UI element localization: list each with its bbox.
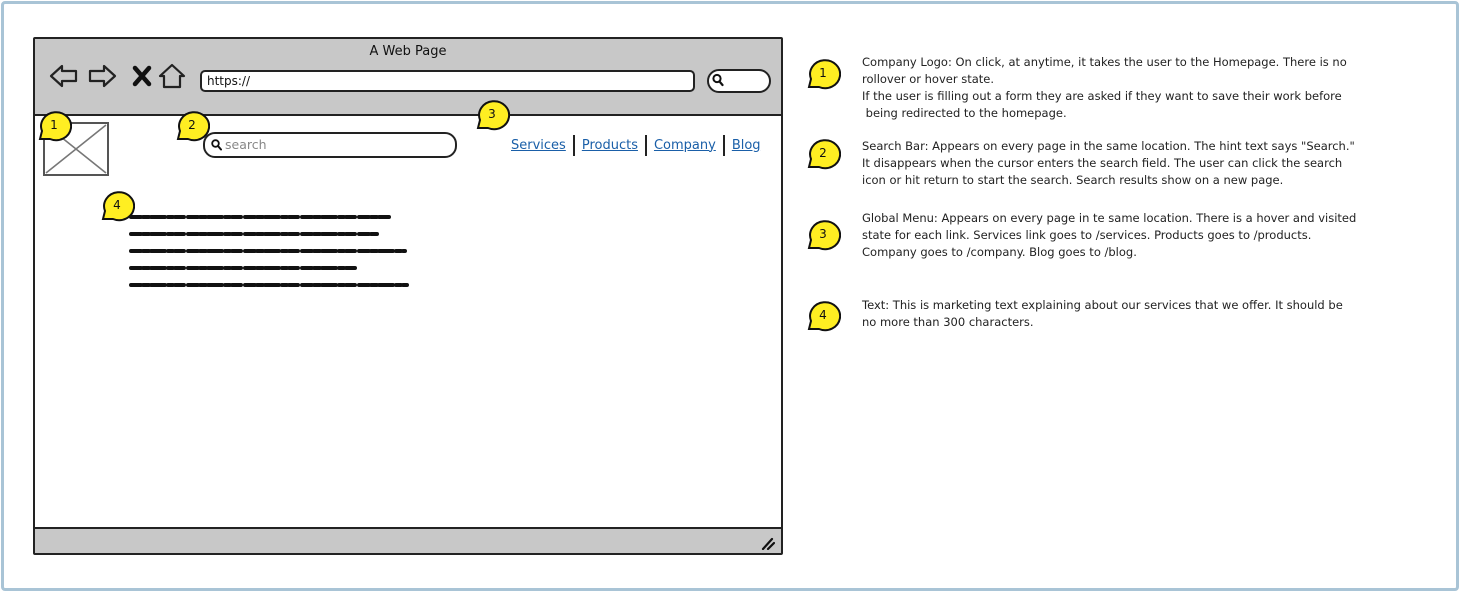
annotation-line: If the user is filling out a form they are asked if they want to save their work before: [862, 89, 1342, 103]
annotation-line: Company goes to /company. Blog goes to /blog.: [862, 245, 1137, 259]
search-icon[interactable]: [211, 139, 222, 151]
marketing-text-placeholder: [127, 211, 417, 291]
annotation-line: rollover or hover state.: [862, 72, 994, 86]
annotation-badge-3: 3: [805, 217, 841, 251]
browser-toolbar: [35, 39, 781, 116]
menu-link-company[interactable]: Company: [653, 137, 716, 153]
annotation-global-menu: [862, 210, 1407, 261]
menu-link-services[interactable]: Services: [511, 137, 566, 153]
callout-badge-2: 2: [174, 108, 210, 142]
annotation-line: Text: This is marketing text explaining about our services that we offer. It should be: [862, 298, 1343, 312]
forward-arrow-icon[interactable]: [87, 63, 117, 89]
annotation-search-bar: [862, 138, 1407, 189]
stop-icon[interactable]: [129, 63, 159, 89]
annotation-line: being redirected to the homepage.: [862, 106, 1067, 120]
home-icon[interactable]: [157, 63, 187, 89]
browser-status-bar: [35, 527, 781, 553]
browser-search-box[interactable]: [707, 69, 771, 93]
callout-badge-3: 3: [474, 97, 510, 131]
annotation-line: no more than 300 characters.: [862, 315, 1034, 329]
annotation-line: It disappears when the cursor enters the search field. The user can click the search: [862, 156, 1343, 170]
annotation-line: Company Logo: On click, at anytime, it takes the user to the Homepage. There is no: [862, 55, 1347, 69]
annotation-badge-2: 2: [805, 136, 841, 170]
window-title: A Web Page: [369, 44, 447, 59]
menu-link-products[interactable]: Products: [581, 137, 638, 153]
search-placeholder: search: [225, 137, 267, 152]
browser-window: [33, 37, 783, 555]
callout-badge-1: 1: [36, 108, 72, 142]
resize-grip-icon[interactable]: [759, 536, 775, 550]
callout-badge-4: 4: [99, 188, 135, 222]
annotation-line: Global Menu: Appears on every page in te same location. There is a hover and visited: [862, 211, 1357, 225]
annotation-badge-1: 1: [805, 56, 841, 90]
back-arrow-icon[interactable]: [49, 63, 79, 89]
search-input[interactable]: [203, 132, 457, 158]
annotation-marketing-text: [862, 297, 1407, 331]
annotation-line: icon or hit return to start the search. Search results show on a new page.: [862, 173, 1284, 187]
search-icon: [712, 73, 724, 87]
global-menu: [504, 133, 768, 157]
annotation-company-logo: [862, 54, 1407, 122]
annotation-badge-4: 4: [805, 298, 841, 332]
menu-link-blog[interactable]: Blog: [731, 137, 761, 153]
annotation-line: Search Bar: Appears on every page in the same location. The hint text says "Search.": [862, 139, 1355, 153]
address-bar[interactable]: https://: [200, 70, 695, 92]
annotation-line: state for each link. Services link goes to /services. Products goes to /products.: [862, 228, 1312, 242]
